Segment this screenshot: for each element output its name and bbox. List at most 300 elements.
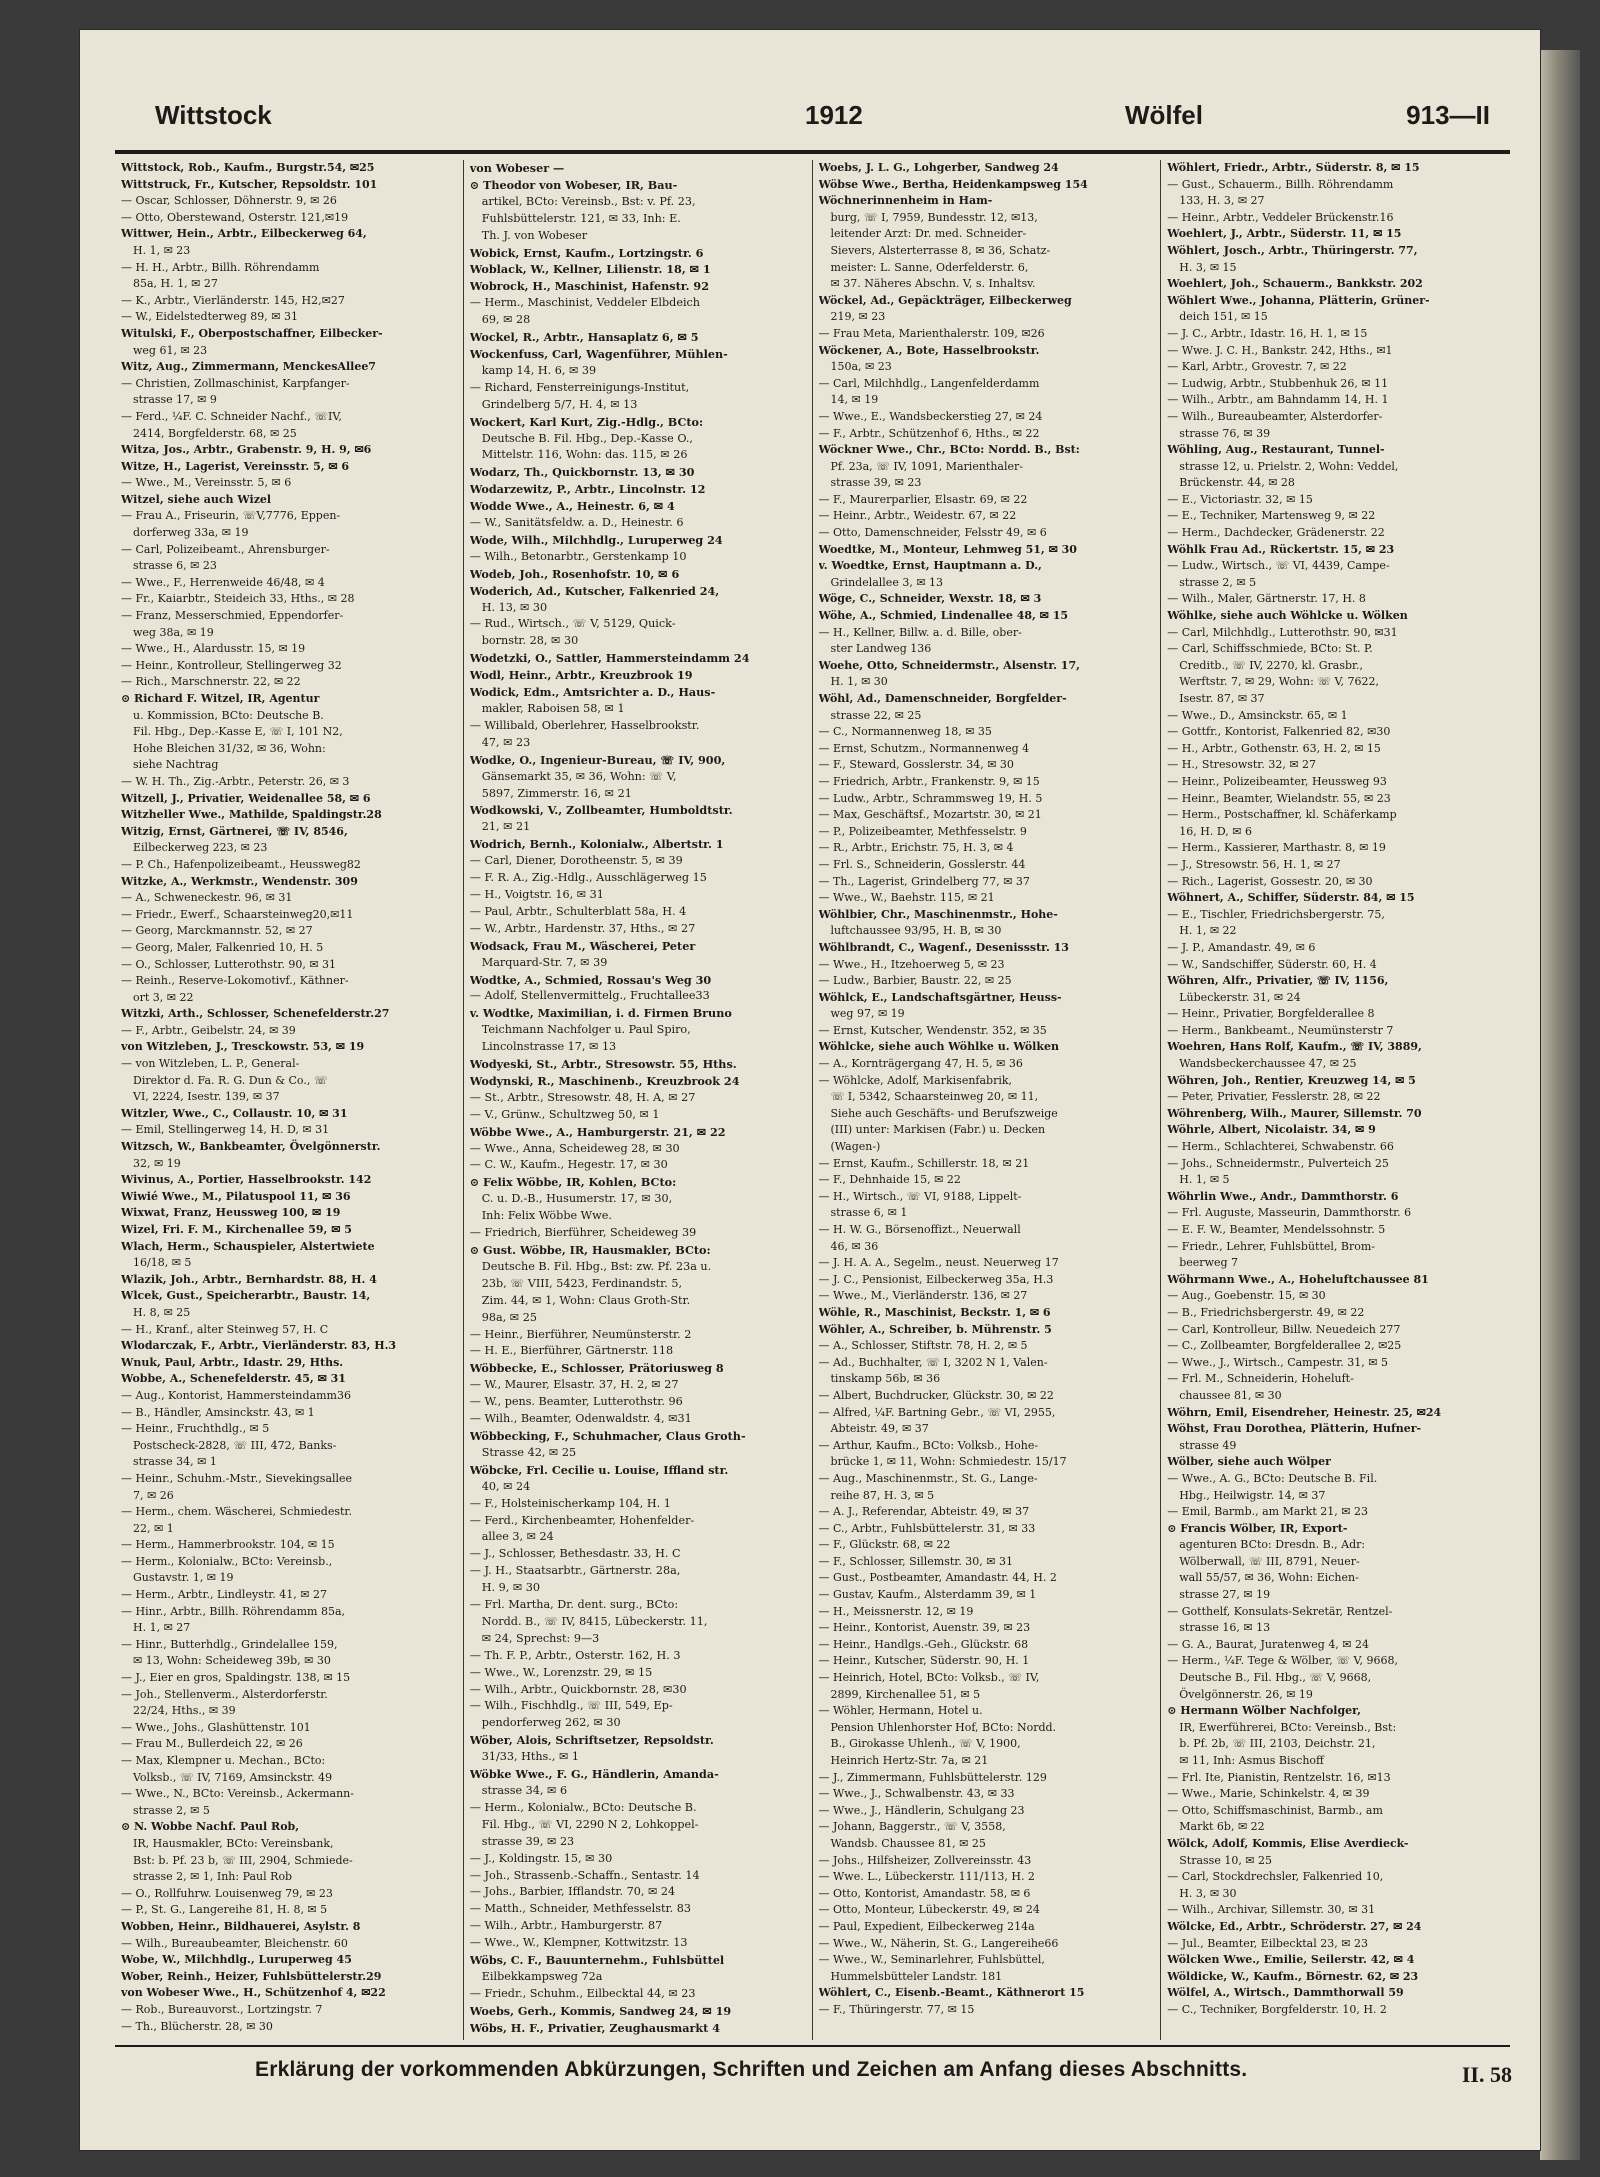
directory-entry-line: Wober, Reinh., Heizer, Fuhlsbüttelerstr.29	[121, 1969, 382, 1983]
directory-entry-line: — Joh., Stellenverm., Alsterdorferstr.	[121, 1687, 328, 1701]
directory-entry-line: Wöhlbier, Chr., Maschinenmstr., Hohe-	[818, 907, 1058, 921]
directory-entry-line: — Frl. M., Schneiderin, Hoheluft-	[1167, 1372, 1354, 1386]
directory-entry-line: H. 13, ✉ 30	[481, 600, 548, 614]
directory-entry-line: Gänsemarkt 35, ✉ 36, Wohn: ☏ V,	[481, 769, 677, 783]
directory-entry-line: Woblack, W., Kellner, Lilienstr. 18, ✉ 1	[469, 262, 711, 277]
directory-entry-line: — Oscar, Schlosser, Döhnerstr. 9, ✉ 26	[121, 194, 337, 208]
directory-entry-line: Wittstock, Rob., Kaufm., Burgstr.54, ✉25	[121, 161, 375, 174]
directory-entry-line: Isestr. 87, ✉ 37	[1179, 692, 1265, 705]
directory-entry-line: Strasse 10, ✉ 25	[1179, 1853, 1273, 1867]
directory-entry-line: ⊙ Theodor von Wobeser, IR, Bau-	[469, 177, 678, 192]
column-2	[464, 160, 813, 2040]
directory-entry-line: — Franz, Messerschmied, Eppendorfer-	[121, 609, 344, 623]
directory-entry-line: — W., Maurer, Elsastr. 37, H. 2, ✉ 27	[469, 1378, 679, 1392]
directory-entry-line: Wöhren, Joh., Rentier, Kreuzweg 14, ✉ 5	[1167, 1073, 1416, 1087]
directory-entry-line: 85a, H. 1, ✉ 27	[133, 277, 218, 291]
directory-entry-line: Wockel, R., Arbtr., Hansaplatz 6, ✉ 5	[469, 330, 699, 345]
directory-entry-line: — A., Kornträgergang 47, H. 5, ✉ 36	[818, 1057, 1023, 1071]
directory-entry-line: Postscheck-2828, ☏ III, 472, Banks-	[133, 1438, 337, 1452]
directory-entry-line: — Rob., Bureauvorst., Lortzingstr. 7	[121, 2002, 323, 2016]
directory-entry-line: Witzel, siehe auch Wizel	[121, 492, 272, 506]
directory-entry-line: — Wilh., Maler, Gärtnerstr. 17, H. 8	[1167, 592, 1366, 606]
directory-entry-line: — H., Wirtsch., ☏ VI, 9188, Lippelt-	[818, 1189, 1022, 1203]
directory-entry-line: — Herm., Hammerbrookstr. 104, ✉ 15	[121, 1538, 335, 1552]
directory-entry-line: Witulski, F., Oberpostschaffner, Eilbecker-	[121, 326, 383, 340]
directory-entry-line: — Th. F. P., Arbtr., Osterstr. 162, H. 3	[469, 1648, 681, 1662]
directory-entry-line: — Wilh., Bureaubeamter, Alsterdorfer-	[1167, 409, 1383, 423]
directory-entry-line: siehe Nachtrag	[133, 758, 219, 772]
directory-entry-line: — F., Glückstr. 68, ✉ 22	[818, 1538, 951, 1552]
directory-entry-line: Fuhlsbüttelerstr. 121, ✉ 33, Inh: E.	[481, 211, 681, 225]
directory-entry-line: Witza, Jos., Arbtr., Grabenstr. 9, H. 9, ✉6	[121, 443, 372, 457]
directory-entry-line: — Wilh., Beamter, Odenwaldstr. 4, ✉31	[469, 1412, 692, 1426]
directory-entry-line: Wnuk, Paul, Arbtr., Idastr. 29, Hths.	[121, 1355, 344, 1369]
directory-entry-line: — St., Arbtr., Stresowstr. 48, H. A, ✉ 27	[469, 1090, 696, 1104]
directory-entry-line: — Heinr., Fruchthdlg., ✉ 5	[121, 1422, 270, 1436]
directory-entry-line: Wlazik, Joh., Arbtr., Bernhardstr. 88, H. 4	[121, 1272, 377, 1286]
directory-entry-line: — Th., Lagerist, Grindelberg 77, ✉ 37	[818, 874, 1030, 888]
directory-entry-line: — Frau M., Bullerdeich 22, ✉ 26	[121, 1737, 303, 1751]
directory-entry-line: 150a, ✉ 23	[830, 360, 892, 374]
directory-entry-line: Wockenfuss, Carl, Wagenführer, Mühlen-	[469, 346, 728, 361]
directory-entry-line: Wöhrenberg, Wilh., Maurer, Sillemstr. 70	[1167, 1106, 1422, 1120]
directory-entry-line: — O., Schlosser, Lutterothstr. 90, ✉ 31	[121, 957, 337, 971]
directory-entry-line: — Th., Blücherstr. 28, ✉ 30	[121, 2019, 273, 2033]
directory-entry-line: 21, ✉ 21	[481, 820, 531, 834]
directory-entry-line: 22/24, Hths., ✉ 39	[133, 1704, 236, 1718]
directory-entry-line: strasse 6, ✉ 1	[830, 1206, 908, 1220]
directory-entry-line: Deutsche B. Fil. Hbg., Bst: zw. Pf. 23a u.	[481, 1259, 712, 1273]
directory-entry-line: Woehe, Otto, Schneidermstr., Alsenstr. 17,	[818, 658, 1080, 672]
directory-entry-line: Wölcke, Ed., Arbtr., Schröderstr. 27, ✉ 24	[1167, 1919, 1422, 1933]
directory-entry-line: Wivinus, A., Portier, Hasselbrookstr. 142	[121, 1173, 372, 1187]
directory-entry-line: Wöbbecke, E., Schlosser, Prätoriusweg 8	[469, 1361, 724, 1376]
directory-entry-line: — Wwe., F., Herrenweide 46/48, ✉ 4	[121, 575, 325, 589]
directory-entry-line: — V., Grünw., Schultzweg 50, ✉ 1	[469, 1107, 660, 1121]
directory-entry-line: — Heinr., Schuhm.-Mstr., Sievekingsallee	[121, 1471, 353, 1485]
directory-entry-line: ☏ I, 5342, Schaarsteinweg 20, ✉ 11,	[830, 1090, 1039, 1104]
directory-entry-line: strasse 39, ✉ 23	[830, 476, 922, 490]
directory-entry-line: — Frau Meta, Marienthalerstr. 109, ✉26	[818, 326, 1045, 340]
directory-entry-line: — Gustav, Kaufm., Alsterdamm 39, ✉ 1	[818, 1588, 1037, 1602]
directory-entry-line: Zim. 44, ✉ 1, Wohn: Claus Groth-Str.	[481, 1293, 691, 1307]
directory-entry-line: — Alfred, ¼F. Bartning Gebr., ☏ VI, 2955,	[818, 1405, 1056, 1419]
directory-entry-line: — Johann, Baggerstr., ☏ V, 3558,	[818, 1820, 1006, 1834]
directory-entry-line: Wölck, Adolf, Kommis, Elise Averdieck-	[1167, 1836, 1409, 1850]
directory-entry-line: — Herm., Schlachterei, Schwabenstr. 66	[1167, 1140, 1394, 1154]
directory-entry-line: Wodarz, Th., Quickbornstr. 13, ✉ 30	[469, 465, 695, 480]
directory-entry-line: — Gottfr., Kontorist, Falkenried 82, ✉30	[1167, 725, 1391, 739]
directory-entry-line: Grindelallee 3, ✉ 13	[830, 575, 944, 589]
directory-entry-line: dorferweg 33a, ✉ 19	[133, 526, 249, 540]
directory-entry-line: ⊙ Gust. Wöbbe, IR, Hausmakler, BCto:	[469, 1243, 711, 1257]
directory-entry-line: Woedtke, M., Monteur, Lehmweg 51, ✉ 30	[818, 542, 1077, 556]
directory-entry-line: Werftstr. 7, ✉ 29, Wohn: ☏ V, 7622,	[1179, 675, 1380, 689]
directory-entry-line: — E., Techniker, Martensweg 9, ✉ 22	[1167, 509, 1376, 523]
directory-entry-line: IR, Ewerführerei, BCto: Vereinsb., Bst:	[1179, 1720, 1397, 1734]
directory-entry-line: weg 38a, ✉ 19	[133, 625, 214, 639]
directory-entry-line: — A. J., Referendar, Abteistr. 49, ✉ 37	[818, 1505, 1030, 1519]
directory-entry-line: — Heinr., Bierführer, Neumünsterstr. 2	[469, 1327, 692, 1341]
directory-entry-line: Wöhrle, Albert, Nicolaistr. 34, ✉ 9	[1167, 1123, 1376, 1137]
directory-entry-line: H. 9, ✉ 30	[481, 1581, 541, 1595]
directory-entry-line: — Wwe., H., Alardusstr. 15, ✉ 19	[121, 642, 306, 656]
directory-entry-line: — J. C., Arbtr., Idastr. 16, H. 1, ✉ 15	[1167, 326, 1368, 340]
directory-entry-line: Wöhlert Wwe., Johanna, Plätterin, Grüner-	[1167, 293, 1430, 307]
directory-entry-line: Wlcek, Gust., Speicherarbtr., Baustr. 14,	[121, 1289, 371, 1303]
directory-entry-line: — J. C., Pensionist, Eilbeckerweg 35a, H.3	[818, 1272, 1054, 1286]
directory-page	[80, 30, 1540, 2150]
directory-entry-line: — Wwe., A. G., BCto: Deutsche B. Fil.	[1167, 1471, 1378, 1485]
directory-entry-line: Wöchnerinnenheim in Ham-	[818, 194, 993, 208]
directory-entry-line: 2899, Kirchenallee 51, ✉ 5	[830, 1687, 981, 1701]
directory-entry-line: — P., Polizeibeamter, Methfesselstr. 9	[818, 824, 1027, 838]
directory-entry-line: Wlach, Herm., Schauspieler, Alstertwiete	[121, 1239, 375, 1253]
directory-entry-line: — H., Kranf., alter Steinweg 57, H. C	[121, 1322, 329, 1336]
directory-entry-line: Woderich, Ad., Kutscher, Falkenried 24,	[469, 583, 720, 598]
directory-entry-line: — Friedrich, Arbtr., Frankenstr. 9, ✉ 15	[818, 774, 1040, 788]
directory-entry-line: Wodtke, A., Schmied, Rossau's Weg 30	[469, 972, 712, 987]
directory-entry-line: strasse 39, ✉ 23	[481, 1834, 575, 1848]
directory-entry-line: — Wwe., Johs., Glashüttenstr. 101	[121, 1720, 311, 1734]
directory-entry-line: — Wwe., W., Lorenzstr. 29, ✉ 15	[469, 1665, 653, 1679]
directory-entry-line: — Gust., Schauerm., Billh. Röhrendamm	[1167, 177, 1394, 191]
directory-entry-line: 69, ✉ 28	[481, 313, 531, 327]
directory-entry-line: — Wwe., Anna, Scheideweg 28, ✉ 30	[469, 1141, 680, 1155]
directory-entry-line: Wodke, O., Ingenieur-Bureau, ☏ IV, 900,	[469, 752, 726, 767]
header-rule	[115, 150, 1510, 154]
directory-entry-line: Fil. Hbg., ☏ VI, 2290 N 2, Lohkoppel-	[481, 1817, 699, 1831]
directory-entry-line: Witzler, Wwe., C., Collaustr. 10, ✉ 31	[121, 1106, 348, 1120]
directory-entry-line: — Carl, Diener, Dorotheenstr. 5, ✉ 39	[469, 854, 683, 868]
directory-entry-line: Wöhren, Alfr., Privatier, ☏ IV, 1156,	[1167, 974, 1389, 988]
directory-entry-line: — Heinr., Kutscher, Süderstr. 90, H. 1	[818, 1654, 1030, 1668]
directory-entry-line: — Heinr., Kontrolleur, Stellingerweg 32	[121, 658, 342, 672]
directory-entry-line: Wodeb, Joh., Rosenhofstr. 10, ✉ 6	[469, 566, 680, 581]
directory-entry-line: — Heinr., Privatier, Borgfelderallee 8	[1167, 1007, 1375, 1021]
directory-entry-line: — Herm., Arbtr., Lindleystr. 41, ✉ 27	[121, 1588, 327, 1602]
directory-entry-line: — Wwe., H., Itzehoerweg 5, ✉ 23	[818, 957, 1005, 971]
directory-entry-line: — Frl. Auguste, Masseurin, Dammthorstr. 6	[1167, 1206, 1412, 1220]
directory-entry-line: — Reinh., Reserve-Lokomotivf., Käthner-	[121, 974, 349, 988]
directory-entry-line: 5897, Zimmerstr. 16, ✉ 21	[481, 786, 632, 800]
directory-entry-line: allee 3, ✉ 24	[481, 1530, 554, 1544]
directory-entry-line: — Wwe., Marie, Schinkelstr. 4, ✉ 39	[1167, 1787, 1370, 1801]
directory-entry-line: — F., Arbtr., Geibelstr. 24, ✉ 39	[121, 1023, 296, 1037]
directory-entry-line: Hohe Bleichen 31/32, ✉ 36, Wohn:	[133, 741, 326, 755]
directory-entry-line: ✉ 37. Näheres Abschn. V, s. Inhaltsv.	[830, 277, 1036, 291]
directory-entry-line: — C., Techniker, Borgfelderstr. 10, H. 2	[1167, 2002, 1387, 2016]
directory-entry-line: von Wobeser Wwe., H., Schützenhof 4, ✉22	[121, 1986, 386, 2000]
directory-entry-line: — Wwe., J., Händlerin, Schulgang 23	[818, 1803, 1025, 1817]
directory-entry-line: — Rich., Marschnerstr. 22, ✉ 22	[121, 675, 301, 689]
directory-entry-line: — Emil, Barmb., am Markt 21, ✉ 23	[1167, 1505, 1368, 1519]
page-edge	[1540, 50, 1580, 2160]
directory-entry-line: — Heinr., Handlgs.-Geh., Glückstr. 68	[818, 1637, 1029, 1651]
directory-entry-line: Wölberwall, ☏ III, 8791, Neuer-	[1179, 1554, 1360, 1568]
directory-entry-line: — Heinr., Kontorist, Auenstr. 39, ✉ 23	[818, 1621, 1031, 1635]
directory-entry-line: meister: L. Sanne, Oderfelderstr. 6,	[830, 260, 1029, 274]
directory-entry-line: von Witzleben, J., Tresckowstr. 53, ✉ 19	[121, 1040, 365, 1054]
directory-entry-line: Wöhnert, A., Schiffer, Süderstr. 84, ✉ 15	[1167, 891, 1415, 905]
directory-entry-line: — W., Sanitätsfeldw. a. D., Heinestr. 6	[469, 516, 684, 530]
directory-entry-line: — Matth., Schneider, Methfesselstr. 83	[469, 1902, 691, 1916]
directory-entry-line: — Herm., Dachdecker, Grädenerstr. 22	[1167, 526, 1385, 540]
directory-entry-line: — Wilh., Bureaubeamter, Bleichenstr. 60	[121, 1936, 348, 1950]
directory-entry-line: — Ernst, Kaufm., Schillerstr. 18, ✉ 21	[818, 1156, 1030, 1170]
directory-entry-line: — O., Rollfuhrw. Louisenweg 79, ✉ 23	[121, 1886, 333, 1900]
directory-entry-line: — E. F. W., Beamter, Mendelssohnstr. 5	[1167, 1223, 1386, 1236]
directory-entry-line: Wöber, Alois, Schriftsetzer, Repsoldstr.	[469, 1733, 714, 1748]
directory-entry-line: H. 1, ✉ 30	[830, 675, 888, 689]
directory-entry-line: Brückenstr. 44, ✉ 28	[1179, 476, 1295, 490]
directory-entry-line: Wöbs, C. F., Bauunternehm., Fuhlsbüttel	[469, 1953, 725, 1968]
directory-entry-line: — Friedr., Lehrer, Fuhlsbüttel, Brom-	[1167, 1239, 1376, 1253]
directory-entry-line: Wobbe, A., Schenefelderstr. 45, ✉ 31	[121, 1372, 346, 1386]
directory-entry-line: Wodkowski, V., Zollbeamter, Humboldtstr.	[469, 803, 733, 818]
directory-entry-line: — Wwe., W., Baehstr. 115, ✉ 21	[818, 891, 995, 905]
directory-entry-line: Wandsbeckerchaussee 47, ✉ 25	[1179, 1057, 1357, 1071]
directory-entry-line: Markt 6b, ✉ 22	[1179, 1820, 1265, 1834]
footer-rule	[115, 2045, 1510, 2047]
header-page-number: 913—II	[1406, 100, 1490, 130]
directory-entry-line: Volksb., ☏ IV, 7169, Amsinckstr. 49	[133, 1770, 333, 1784]
directory-entry-line: 23b, ☏ VIII, 5423, Ferdinandstr. 5,	[481, 1276, 683, 1290]
directory-entry-line: artikel, BCto: Vereinsb., Bst: v. Pf. 23,	[481, 194, 696, 208]
directory-entry-line: v. Wodtke, Maximilian, i. d. Firmen Bruno	[469, 1006, 732, 1021]
directory-entry-line: — F., Thüringerstr. 77, ✉ 15	[818, 2002, 975, 2016]
directory-entry-line: — W., pens. Beamter, Lutterothstr. 96	[469, 1395, 683, 1409]
directory-entry-line: — Otto, Oberstewand, Osterstr. 121,✉19	[121, 210, 349, 224]
directory-entry-line: Wöhling, Aug., Restaurant, Tunnel-	[1167, 443, 1385, 457]
directory-entry-line: — Hinr., Butterhdlg., Grindelallee 159,	[121, 1637, 338, 1651]
directory-entry-line: Wöhlert, Josch., Arbtr., Thüringerstr. 77,	[1167, 243, 1418, 257]
directory-entry-line: (III) unter: Markisen (Fabr.) u. Decken	[830, 1123, 1046, 1137]
directory-entry-line: — Friedr., Schuhm., Eilbecktal 44, ✉ 23	[469, 1986, 696, 2000]
directory-entry-line: Wöhlke, siehe auch Wöhlcke u. Wölken	[1167, 609, 1408, 623]
directory-entry-line: — Wwe. L., Lübeckerstr. 111/113, H. 2	[818, 1870, 1035, 1884]
directory-entry-line: Wöhrn, Emil, Eisendreher, Heinestr. 25, ✉24	[1167, 1405, 1442, 1419]
directory-entry-line: makler, Raboisen 58, ✉ 1	[481, 702, 625, 715]
directory-entry-line: — Wwe. J. C. H., Bankstr. 242, Hths., ✉1	[1167, 343, 1393, 357]
directory-entry-line: — Wwe., W., Seminarlehrer, Fuhlsbüttel,	[818, 1953, 1045, 1967]
directory-entry-line: ⊙ Richard F. Witzel, IR, Agentur	[121, 692, 320, 705]
directory-entry-line: Woehlert, Joh., Schauerm., Bankkstr. 202	[1167, 277, 1423, 291]
directory-entry-line: Strasse 42, ✉ 25	[481, 1445, 577, 1459]
directory-entry-line: Wodynski, R., Maschinenb., Kreuzbrook 24	[469, 1073, 740, 1088]
directory-entry-line: brücke 1, ✉ 11, Wohn: Schmiedestr. 15/17	[830, 1455, 1067, 1469]
directory-entry-line: — F. R. A., Zig.-Hdlg., Ausschlägerweg 15	[469, 871, 707, 885]
directory-entry-line: — Wwe., W., Näherin, St. G., Langereihe66	[818, 1936, 1059, 1950]
directory-entry-line: weg 97, ✉ 19	[830, 1007, 905, 1021]
directory-entry-line: — Carl, Polizeibeamt., Ahrensburger-	[121, 542, 330, 556]
directory-entry-line: strasse 34, ✉ 6	[481, 1784, 568, 1797]
directory-entry-line: Wöbbecking, F., Schuhmacher, Claus Groth-	[469, 1428, 746, 1443]
directory-entry-line: — Jul., Beamter, Eilbecktal 23, ✉ 23	[1167, 1936, 1368, 1950]
directory-entry-line: — Arthur, Kaufm., BCto: Volksb., Hohe-	[818, 1438, 1039, 1452]
directory-entry-line: — von Witzleben, L. P., General-	[121, 1057, 300, 1071]
directory-entry-line: Wöhle, R., Maschinist, Beckstr. 1, ✉ 6	[818, 1305, 1051, 1319]
directory-entry-line: — Wwe., J., Schwalbenstr. 43, ✉ 33	[818, 1787, 1015, 1801]
directory-entry-line: — H. H., Arbtr., Billh. Röhrendamm	[121, 260, 320, 274]
directory-entry-line: b. Pf. 2b, ☏ III, 2103, Deichstr. 21,	[1179, 1737, 1376, 1751]
directory-entry-line: — Carl, Schiffsschmiede, BCto: St. P.	[1167, 642, 1373, 656]
directory-entry-line: — Wilh., Fischhdlg., ☏ III, 549, Ep-	[469, 1699, 673, 1713]
directory-entry-line: weg 61, ✉ 23	[133, 343, 208, 357]
directory-entry-line: — Willibald, Oberlehrer, Hasselbrookstr.	[469, 718, 700, 732]
directory-entry-line: — Fr., Kaiarbtr., Steideich 33, Hths., ✉ 28	[121, 592, 355, 606]
directory-entry-line: Hummelsbütteler Landstr. 181	[830, 1969, 1003, 1983]
directory-entry-line: strasse 34, ✉ 1	[133, 1455, 217, 1469]
directory-entry-line: — H., Voigtstr. 16, ✉ 31	[469, 887, 604, 901]
directory-entry-line: Wölber, siehe auch Wölper	[1167, 1455, 1331, 1469]
directory-entry-line: — Aug., Goebenstr. 15, ✉ 30	[1167, 1289, 1326, 1303]
directory-entry-line: Wöhler, A., Schreiber, b. Mührenstr. 5	[818, 1322, 1052, 1336]
directory-entry-line: ⊙ Felix Wöbbe, IR, Kohlen, BCto:	[469, 1175, 677, 1190]
directory-entry-line: H. 8, ✉ 25	[133, 1305, 191, 1319]
directory-entry-line: Wöhrmann Wwe., A., Hoheluftchaussee 81	[1167, 1272, 1429, 1286]
directory-entry-line: — Carl, Kontrolleur, Billw. Neuedeich 277	[1167, 1322, 1401, 1336]
directory-entry-line: — F., Maurerparlier, Elsastr. 69, ✉ 22	[818, 492, 1028, 506]
directory-entry-line: Wodl, Heinr., Arbtr., Kreuzbrook 19	[469, 668, 693, 683]
directory-entry-line: Wöckener, A., Bote, Hasselbrookstr.	[818, 343, 1040, 357]
directory-entry-line: — Wilh., Arbtr., Quickbornstr. 28, ✉30	[469, 1682, 687, 1696]
directory-entry-line: Wöckner Wwe., Chr., BCto: Nordd. B., Bst:	[818, 443, 1080, 457]
directory-entry-line: — Gust., Postbeamter, Amandastr. 44, H. 2	[818, 1571, 1057, 1585]
directory-entry-line: Gustavstr. 1, ✉ 19	[133, 1571, 234, 1585]
directory-entry-line: — Paul, Expedient, Eilbeckerweg 214a	[818, 1919, 1035, 1933]
directory-entry-line: 98a, ✉ 25	[481, 1310, 537, 1324]
abbreviation-note: Erklärung der vorkommenden Abkürzungen, Schriften und Zeichen am Anfang dieses Abschnitts.	[255, 2058, 1248, 2081]
directory-entry-line: B., Girokasse Uhlenh., ☏ V, 1900,	[830, 1737, 1021, 1751]
directory-entry-line: Witz, Aug., Zimmermann, MenckesAllee7	[121, 360, 376, 374]
directory-entry-line: leitender Arzt: Dr. med. Schneider-	[830, 227, 1027, 241]
directory-entry-line: — Johs., Hilfsheizer, Zollvereinsstr. 43	[818, 1853, 1032, 1867]
directory-entry-line: v. Woedtke, Ernst, Hauptmann a. D.,	[818, 559, 1042, 573]
directory-entry-line: Wöhrlin Wwe., Andr., Dammthorstr. 6	[1167, 1189, 1399, 1203]
directory-entry-line: Witzheller Wwe., Mathilde, Spaldingstr.28	[121, 808, 382, 822]
directory-entry-line: — Aug., Kontorist, Hammersteindamm36	[121, 1388, 351, 1402]
directory-entry-line: Eilbeckerweg 223, ✉ 23	[133, 841, 268, 855]
directory-entry-line: H. 3, ✉ 15	[1179, 260, 1237, 274]
directory-entry-line: — Ferd., ¼F. C. Schneider Nachf., ☏IV,	[121, 409, 342, 423]
directory-entry-line: — Ad., Buchhalter, ☏ I, 3202 N 1, Valen-	[818, 1355, 1048, 1369]
directory-entry-line: Witzki, Arth., Schlosser, Schenefelderstr.27	[121, 1007, 390, 1021]
directory-entry-line: bornstr. 28, ✉ 30	[481, 634, 579, 648]
directory-entry-line: Mittelstr. 116, Wohn: das. 115, ✉ 26	[481, 448, 688, 462]
directory-entry-line: — Christien, Zollmaschinist, Karpfanger-	[121, 376, 350, 390]
directory-entry-line: — Herm., Bankbeamt., Neumünsterstr 7	[1167, 1023, 1394, 1037]
directory-entry-line: strasse 27, ✉ 19	[1179, 1588, 1271, 1602]
directory-entry-line: 7, ✉ 26	[133, 1488, 174, 1502]
directory-entry-line: Wöge, C., Schneider, Wexstr. 18, ✉ 3	[818, 592, 1042, 606]
directory-entry-line: Wobben, Heinr., Bildhauerei, Asylstr. 8	[121, 1919, 361, 1933]
directory-entry-line: — J., Eier en gros, Spaldingstr. 138, ✉ 15	[121, 1671, 351, 1685]
directory-entry-line: 133, H. 3, ✉ 27	[1179, 194, 1265, 208]
directory-entry-line: — Herm., Maschinist, Veddeler Elbdeich	[469, 296, 700, 310]
directory-entry-line: — A., Schweneckestr. 96, ✉ 31	[121, 891, 293, 905]
directory-entry-line: — Friedrich, Bierführer, Scheideweg 39	[469, 1226, 697, 1240]
directory-entry-line: — Rich., Lagerist, Gossestr. 20, ✉ 30	[1167, 874, 1373, 888]
directory-entry-line: deich 151, ✉ 15	[1179, 310, 1268, 324]
directory-entry-line: — B., Friedrichsbergerstr. 49, ✉ 22	[1167, 1305, 1365, 1319]
directory-entry-line: Wodyeski, St., Arbtr., Stresowstr. 55, Hths.	[469, 1057, 737, 1072]
directory-entry-line: Witze, H., Lagerist, Vereinsstr. 5, ✉ 6	[121, 459, 350, 473]
directory-entry-line: H. 1, ✉ 22	[1179, 924, 1237, 938]
directory-entry-line: — F., Steward, Gosslerstr. 34, ✉ 30	[818, 758, 1014, 772]
column-3	[813, 160, 1162, 2040]
directory-entry-line: — Wöhler, Hermann, Hotel u.	[818, 1704, 983, 1718]
directory-entry-line: Wandsb. Chaussee 81, ✉ 25	[830, 1836, 986, 1850]
directory-entry-line: Wölfel, A., Wirtsch., Dammthorwall 59	[1167, 1986, 1404, 2000]
directory-entry-line: — Wwe., W., Klempner, Kottwitzstr. 13	[469, 1936, 688, 1950]
directory-entry-line: Wodick, Edm., Amtsrichter a. D., Haus-	[469, 685, 716, 700]
directory-entry-line: — K., Arbtr., Vierländerstr. 145, H2,✉27	[121, 293, 345, 307]
directory-entry-line: Wöhlert, Friedr., Arbtr., Süderstr. 8, ✉ 15	[1167, 161, 1420, 174]
directory-entry-line: Wlodarczak, F., Arbtr., Vierländerstr. 83, H.3	[121, 1339, 397, 1353]
directory-entry-line: 47, ✉ 23	[481, 735, 531, 749]
directory-entry-line: — G. A., Baurat, Juratenweg 4, ✉ 24	[1167, 1637, 1370, 1651]
directory-entry-line: Wöbbe Wwe., A., Hamburgerstr. 21, ✉ 22	[469, 1124, 726, 1139]
directory-entry-line: Wockert, Karl Kurt, Zig.-Hdlg., BCto:	[469, 414, 704, 429]
directory-entry-line: — Albert, Buchdrucker, Glückstr. 30, ✉ 22	[818, 1388, 1054, 1402]
directory-entry-line: u. Kommission, BCto: Deutsche B.	[133, 708, 324, 722]
directory-entry-line: tinskamp 56b, ✉ 36	[830, 1372, 941, 1386]
directory-entry-line: luftchaussee 93/95, H. B, ✉ 30	[830, 924, 1002, 938]
running-head	[115, 100, 1505, 140]
directory-entry-line: — Wilh., Arbtr., am Bahndamm 14, H. 1	[1167, 393, 1389, 407]
directory-entry-line: — Frl. S., Schneiderin, Gosslerstr. 44	[818, 857, 1026, 871]
header-year: 1912	[805, 100, 863, 130]
directory-entry-line: — Otto, Damenschneider, Felsstr 49, ✉ 6	[818, 526, 1047, 540]
directory-entry-line: H. 1, ✉ 23	[133, 243, 191, 257]
directory-entry-line: Inh: Felix Wöbbe Wwe.	[481, 1209, 612, 1223]
directory-entry-line: — Joh., Strassenb.-Schaffn., Sentastr. 14	[469, 1868, 700, 1882]
directory-entry-line: — J. H. A. A., Segelm., neust. Neuerweg 17	[818, 1256, 1059, 1270]
directory-entry-line: — W., Arbtr., Hardenstr. 37, Hths., ✉ 27	[469, 921, 696, 935]
directory-entry-line: Wizel, Fri. F. M., Kirchenallee 59, ✉ 5	[121, 1223, 352, 1236]
directory-entry-line: ✉ 11, Inh: Asmus Bischoff	[1179, 1754, 1324, 1767]
directory-entry-line: 40, ✉ 24	[481, 1479, 531, 1493]
directory-entry-line: — Peter, Privatier, Fesslerstr. 28, ✉ 22	[1167, 1090, 1381, 1104]
directory-entry-line: Witzig, Ernst, Gärtnerei, ☏ IV, 8546,	[121, 824, 348, 838]
directory-entry-line: — B., Händler, Amsinckstr. 43, ✉ 1	[121, 1405, 315, 1419]
directory-entry-line: pendorferweg 262, ✉ 30	[481, 1716, 621, 1730]
directory-entry-line: Deutsche B., Fil. Hbg., ☏ V, 9668,	[1179, 1671, 1372, 1685]
directory-entry-line: kamp 14, H. 6, ✉ 39	[481, 363, 597, 377]
directory-entry-line: 32, ✉ 19	[133, 1156, 181, 1170]
directory-entry-line: von Wobeser —	[469, 161, 565, 175]
directory-entry-line: Wobick, Ernst, Kaufm., Lortzingstr. 6	[469, 245, 704, 260]
directory-entry-line: — W. H. Th., Zig.-Arbtr., Peterstr. 26, ✉ 3	[121, 774, 350, 788]
directory-entry-line: VI, 2224, Isestr. 139, ✉ 37	[133, 1090, 280, 1104]
directory-entry-line: — Rud., Wirtsch., ☏ V, 5129, Quick-	[469, 617, 676, 631]
directory-entry-line: ster Landweg 136	[830, 642, 932, 656]
directory-entry-line: — H., Stresowstr. 32, ✉ 27	[1167, 758, 1317, 772]
directory-entry-line: Wöldicke, W., Kaufm., Börnestr. 62, ✉ 23	[1167, 1969, 1419, 1983]
directory-entry-line: — P., St. G., Langereihe 81, H. 8, ✉ 5	[121, 1903, 328, 1917]
directory-entry-line: Wodde Wwe., A., Heinestr. 6, ✉ 4	[469, 499, 675, 514]
directory-entry-line: Teichmann Nachfolger u. Paul Spiro,	[481, 1023, 691, 1037]
directory-entry-line: — Max, Klempner u. Mechan., BCto:	[121, 1754, 326, 1767]
page-number: II. 58	[1461, 2062, 1512, 2087]
directory-entry-line: — F., Schlosser, Sillemstr. 30, ✉ 31	[818, 1554, 1014, 1568]
directory-entry-line: — Ludw., Barbier, Baustr. 22, ✉ 25	[818, 974, 1012, 988]
directory-entry-line: Wöbke Wwe., F. G., Händlerin, Amanda-	[469, 1767, 719, 1782]
directory-entry-line: — Heinrich, Hotel, BCto: Volksb., ☏ IV,	[818, 1671, 1040, 1685]
directory-entry-line: Wixwat, Franz, Heussweg 100, ✉ 19	[121, 1206, 341, 1220]
directory-entry-line: reihe 87, H. 3, ✉ 5	[830, 1488, 935, 1502]
